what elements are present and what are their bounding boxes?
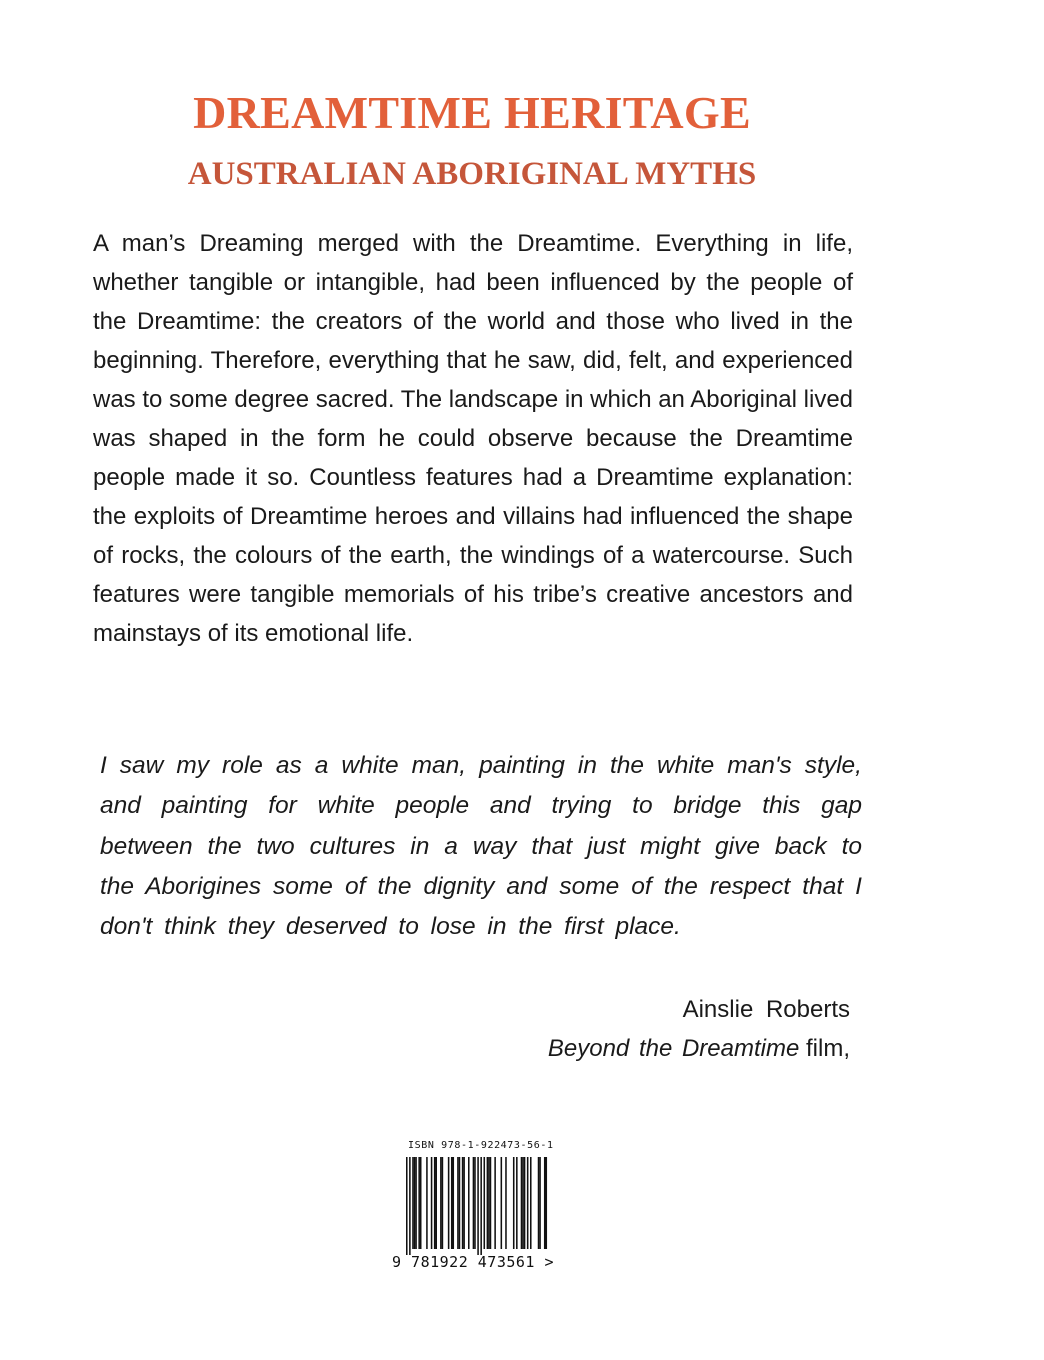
- barcode-bars: [392, 1157, 548, 1255]
- blurb-paragraph: A man’s Dreaming merged with the Dreamtime. Everything in life, whether tangible or intangible, had been influenced by the people of the Dreamtime: the creators of the world and those who lived in the beginning. Therefore, everything that he saw, did, felt, and experienced was to some degree sacred. The landscape in which an Aboriginal lived was shaped in the form he could observe because the Dreamtime people made it so. Countless features had a Dreamtime explanation: the exploits of Dreamtime heroes and villains had influenced the shape of rocks, the colours of the earth, the windings of a watercourse. Such features were tangible memorials of his tribe’s creative ancestors and mainstays of its emotional life.: [93, 230, 854, 647]
- barcode-bar: [415, 1157, 417, 1249]
- barcode-digits: 9 781922 473561 >: [392, 1253, 555, 1271]
- barcode-bar: [546, 1157, 548, 1249]
- barcode-bar: [451, 1157, 453, 1249]
- quote-source-title: Beyond the Dreamtime: [547, 1035, 800, 1062]
- barcode-bar: [442, 1157, 444, 1249]
- quote-paragraph: I saw my role as a white man, painting in the white man's style, and painting for white people and trying to bridge this gap between the two cultures in a way that just might give back to the Aborigines some of the dignity and some of the respect that I don't think they deserved to lose in the first place.: [100, 752, 862, 941]
- quote-source: [548, 1035, 850, 1063]
- isbn-label: ISBN 978-1-922473-56-1: [408, 1140, 554, 1151]
- barcode-bar: [522, 1157, 524, 1249]
- barcode-bar: [527, 1157, 529, 1249]
- barcode-bar: [468, 1157, 470, 1249]
- barcode-bar: [513, 1157, 515, 1249]
- barcode-bar: [487, 1157, 489, 1249]
- barcode-bar: [448, 1157, 450, 1249]
- barcode-bar: [420, 1157, 422, 1249]
- barcode-bar: [414, 1157, 416, 1249]
- barcode-bar: [434, 1157, 436, 1249]
- barcode-bar: [488, 1157, 490, 1249]
- quote-source-suffix: film,: [799, 1035, 850, 1062]
- barcode-bar: [505, 1157, 507, 1249]
- barcode-bar: [544, 1157, 546, 1249]
- barcode-bar: [457, 1157, 459, 1249]
- barcode-bar: [462, 1157, 464, 1249]
- barcode-bar: [435, 1157, 437, 1249]
- barcode-bar: [409, 1157, 411, 1255]
- barcode-bar: [480, 1157, 482, 1255]
- barcode-bar: [406, 1157, 408, 1255]
- barcode-bar: [521, 1157, 523, 1249]
- barcode-bar: [538, 1157, 540, 1249]
- isbn-barcode: [392, 1140, 562, 1275]
- barcode-bar: [474, 1157, 476, 1249]
- barcode-bar: [418, 1157, 420, 1249]
- barcode-bar: [459, 1157, 461, 1249]
- barcode-bar: [524, 1157, 526, 1249]
- barcode-bar: [516, 1157, 518, 1249]
- barcode-bar: [530, 1157, 532, 1249]
- barcode-bar: [453, 1157, 455, 1249]
- barcode-bar: [490, 1157, 492, 1249]
- barcode-bar: [463, 1157, 465, 1249]
- barcode-bar: [477, 1157, 479, 1255]
- barcode-bar: [440, 1157, 442, 1249]
- barcode-bar: [539, 1157, 541, 1249]
- book-title: DREAMTIME HERITAGE: [193, 87, 751, 138]
- barcode-bar: [431, 1157, 433, 1249]
- barcode-bar: [473, 1157, 475, 1249]
- barcode-bar: [494, 1157, 496, 1249]
- barcode-bar: [412, 1157, 414, 1249]
- barcode-bar: [484, 1157, 486, 1249]
- quote-author: Ainslie Roberts: [682, 996, 850, 1023]
- book-subtitle: AUSTRALIAN ABORIGINAL MYTHS: [187, 156, 757, 192]
- barcode-bar: [501, 1157, 503, 1249]
- barcode-bar: [426, 1157, 428, 1249]
